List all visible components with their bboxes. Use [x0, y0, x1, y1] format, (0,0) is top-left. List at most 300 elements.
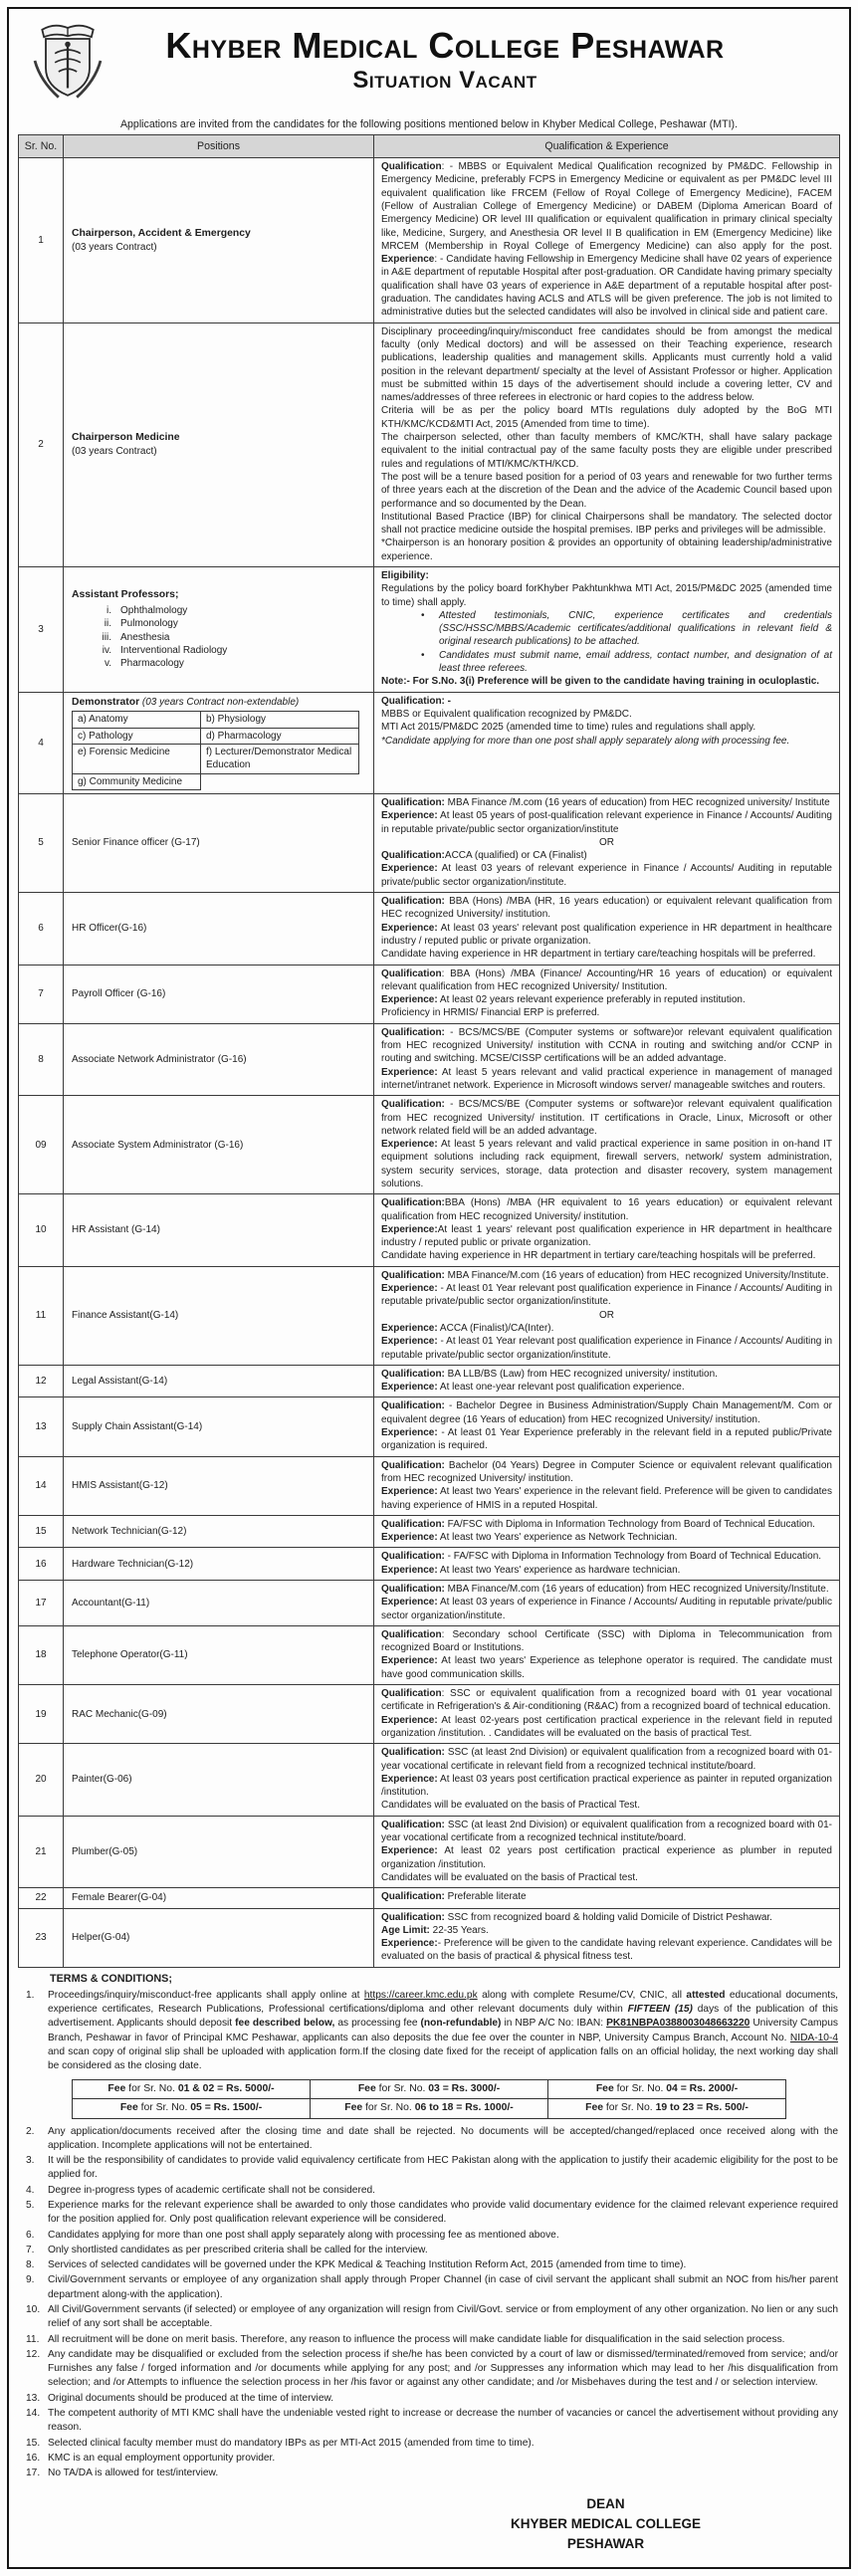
- text-run: Criteria will be as per the policy board MTIs regulations duly adopted by the BoG MTI KTH/KMC/KCD&MTI Act, 2015 (Amended from time to time).: [381, 405, 832, 430]
- text-run: University Campus Branch, Peshawar in favor of Principal KMC Peshawar, applicants can also deposits the due fee over the counter in NBP, University Campus Branch, Account No.: [48, 2018, 838, 2043]
- position-cell: [64, 1456, 374, 1515]
- text-run: Disciplinary proceeding/inquiry/misconduct free candidates should be from amongst the medical faculty (only Medical doctors) and will be assessed on their Teaching experience, research publications, leadership qualities and management skills. Applicants must currently hold a valid position in the relevant department/ specialty at the level of Assistant Professor or higher. Application must be submitted within 15 days of the advertisement should include a covering letter, CV and names/addresses of three referees in electronic or hard copies to the address below.: [381, 325, 832, 404]
- term-text: Selected clinical faculty member must do mandatory IBPs as per MTI-Act 2015 (amended from time to time).: [48, 2437, 535, 2449]
- fee-cell: [311, 2079, 548, 2099]
- text-run: BA LLB/BS (Law) from HEC recognized university/ institution.: [444, 1368, 718, 1380]
- position-cell: [64, 1365, 374, 1397]
- text-run: Preferable literate: [444, 1891, 527, 1903]
- footer-signature: [511, 2494, 701, 2553]
- term-number: 3.: [26, 2155, 35, 2167]
- text-run: Experience:: [381, 1486, 438, 1498]
- sr-no-cell: 21: [19, 1816, 64, 1887]
- demonstrator-subject-cell: f) Lecturer/Demonstrator Medical Education: [201, 745, 359, 774]
- qualification-paragraph: [381, 609, 832, 649]
- table-row: [19, 1685, 840, 1744]
- sr-no-cell: 23: [19, 1908, 64, 1967]
- term-item: [18, 2199, 840, 2228]
- qualification-paragraph: [381, 1564, 832, 1577]
- intro-text: Applications are invited from the candidates for the following positions mentioned below in Khyber Medical College, Peshawar (MTI).: [119, 118, 739, 130]
- text-run: Experience:: [381, 922, 438, 934]
- term-item: [18, 2452, 840, 2466]
- position-title: Hardware Technician(G-12): [72, 1558, 194, 1570]
- college-crest-logo: [22, 17, 113, 105]
- position-cell: [64, 1908, 374, 1967]
- position-cell: [64, 692, 374, 793]
- sr-no-cell: 12: [19, 1365, 64, 1397]
- qualification-cell: [374, 1581, 840, 1626]
- text-run: Qualification:: [381, 1911, 445, 1923]
- fee-cell: [548, 2079, 786, 2099]
- text-run: for Sr. No.: [613, 2082, 667, 2094]
- position-title: Painter(G-06): [72, 1774, 132, 1786]
- text-run: BBA (Hons) /MBA (HR, 16 years education) or equivalent relevant qualification from HEC recognized University/ institution.: [381, 896, 832, 921]
- qualification-paragraph: [381, 1459, 832, 1486]
- text-run: Experience:: [381, 1283, 438, 1295]
- position-title: Legal Assistant(G-14): [72, 1375, 168, 1387]
- position-title: HR Officer(G-16): [72, 923, 147, 935]
- sr-no-cell: 3: [19, 566, 64, 692]
- qualification-cell: [374, 1685, 840, 1744]
- position-title: Payroll Officer (G-16): [72, 987, 166, 999]
- qualification-paragraph: [381, 1531, 832, 1544]
- qualification-paragraph: [381, 325, 832, 405]
- term-number: 2.: [26, 2125, 35, 2137]
- text-run: Qualification:: [381, 796, 445, 808]
- text-run: Fee: [344, 2102, 363, 2114]
- qualification-paragraph: [381, 1819, 832, 1845]
- sr-no-cell: 8: [19, 1023, 64, 1095]
- term-text: All recruitment will be done on merit basis. Therefore, any reason to influence the process will make candidate liable for disqualification in the said selection process.: [48, 2333, 785, 2345]
- qualification-paragraph: [381, 1890, 832, 1903]
- sr-no-cell: 5: [19, 793, 64, 892]
- text-run: - Preference will be given to the candidate having relevant experience. Candidates will be evaluated on the basis of practical & physical fitness test.: [381, 1938, 832, 1963]
- term-number: 13.: [26, 2392, 41, 2404]
- list-numeral: iii.: [102, 631, 111, 643]
- qualification-paragraph: [381, 849, 832, 862]
- sr-no-cell: 20: [19, 1744, 64, 1816]
- term-item: [18, 2273, 840, 2302]
- qualification-cell: [374, 1266, 840, 1365]
- text-run: Experience: [381, 254, 435, 266]
- qualification-paragraph: [381, 160, 832, 320]
- text-run: Experience:: [381, 863, 438, 875]
- table-row: [19, 1625, 840, 1684]
- text-run: in NBP A/C No: IBAN:: [501, 2018, 607, 2030]
- text-run: along with complete Resume/CV, CNIC, all: [477, 1989, 687, 2001]
- sr-no-cell: 2: [19, 322, 64, 566]
- column-header-sr-no: Sr. No.: [19, 135, 64, 158]
- position-cell: [64, 1548, 374, 1581]
- text-run: Qualification:: [381, 1891, 445, 1903]
- text-run: Candidates must submit name, email address, contact number, and designation of at least three referees.: [439, 649, 832, 675]
- qualification-cell: [374, 1456, 840, 1515]
- position-contract-note: (03 years Contract non-extendable): [139, 696, 300, 708]
- text-run: PK81NBPA0388003048663220: [606, 2018, 751, 2030]
- column-header-positions: Positions: [64, 135, 374, 158]
- position-cell: [64, 965, 374, 1023]
- text-run: Qualification:: [381, 1400, 445, 1412]
- text-run: Experience:: [381, 1322, 438, 1334]
- position-title: Associate Network Administrator (G-16): [72, 1053, 247, 1065]
- position-cell: [64, 1744, 374, 1816]
- qualification-paragraph: [381, 582, 832, 609]
- text-run: NIDA-10-4: [789, 2032, 838, 2043]
- signature-line-dean: DEAN: [586, 2496, 625, 2512]
- text-run: *Candidate applying for more than one post shall apply separately along with processing fee.: [381, 735, 790, 747]
- text-run: Qualification:: [381, 1747, 445, 1759]
- qualification-paragraph: [381, 1871, 832, 1884]
- text-run: Qualification:: [381, 1518, 445, 1530]
- table-row: [19, 1096, 840, 1194]
- qualification-paragraph: [381, 1628, 832, 1655]
- fee-cell: [548, 2099, 786, 2119]
- term-number: 10.: [26, 2304, 41, 2316]
- table-row: [19, 1908, 840, 1967]
- text-run: Qualification: [381, 1628, 442, 1640]
- text-run: Candidates will be evaluated on the basis of Practical Test.: [381, 1800, 640, 1812]
- text-run: Institutional Based Practice (IBP) for clinical Chairpersons shall be mandatory. The selected doctor shall not practice medicine outside the hospital premises. IBP perks and privileges will be admissible.: [381, 511, 832, 537]
- text-run: - Bachelor Degree in Business Administration/Supply Chain Management/M. Com or equivalent degree (16 Years of education) from HEC recognized University/ institution.: [381, 1400, 832, 1425]
- qualification-paragraph: [381, 511, 832, 537]
- text-run: : BBA (Hons) /MBA (Finance/ Accounting/HR 16 years of education) or equivalent relevant qualification from HEC recognized University/ Institution.: [381, 967, 832, 992]
- qualification-cell: [374, 322, 840, 566]
- qualification-cell: [374, 1397, 840, 1456]
- text-run: - At least 01 Year relevant post qualification experience in Finance / Accounts/ Auditing in reputable private/public sector organization/institute.: [381, 1283, 832, 1308]
- term-number: 16.: [26, 2452, 41, 2464]
- table-row: [19, 322, 840, 566]
- term-item: [18, 2407, 840, 2436]
- term-item: [18, 2303, 840, 2332]
- text-run: Experience:: [381, 1223, 438, 1235]
- text-run: Qualification:: [381, 1099, 445, 1111]
- text-run: Experience:: [381, 1773, 438, 1785]
- column-header-qualification: Qualification & Experience: [374, 135, 840, 158]
- text-run: Experience:: [381, 1938, 438, 1950]
- fee-cell: [73, 2079, 311, 2099]
- positions-table: [18, 134, 840, 1968]
- text-run: Qualification:: [381, 1819, 445, 1830]
- text-run: Experience:: [381, 1714, 438, 1726]
- table-row: [19, 1744, 840, 1816]
- text-run: Bachelor (04 Years) Degree in Computer Science or equivalent relevant qualification from HEC recognized University/ institution.: [381, 1459, 832, 1484]
- term-number: 9.: [26, 2274, 35, 2286]
- table-row: [19, 793, 840, 892]
- term-item: [18, 2467, 840, 2480]
- terms-heading: TERMS & CONDITIONS;: [50, 1972, 172, 1985]
- position-title: Demonstrator: [72, 696, 140, 708]
- term-item: [18, 2154, 840, 2183]
- signature-line-college: KHYBER MEDICAL COLLEGE: [510, 2515, 701, 2531]
- qualification-cell: [374, 1744, 840, 1816]
- qualification-cell: [374, 1548, 840, 1581]
- text-run: : - MBBS or Equivalent Medical Qualification recognized by PM&DC. Fellowship in Emergency Medicine, preferably FCPS in Emergency Medicine or equivalent as per PM&DC level III equivalent qualification like FRCEM (Fellow of Royal College of Emergency Medicine), FACEM (Fellow of Australian College of Emergency Medicine) or DABEM (Diploma American Board of Emergency Medicine) OR level III qualification or equivalent qualification in primary clinical specialty like, Medicine, Surgery, and Anesthesia OR level II B qualification in EM (Emergency Medicine) like MRCEM (Membership in Royal College of Emergency Medicine) can also apply for the post.: [381, 161, 832, 252]
- text-run: At least one-year relevant post qualification experience.: [437, 1382, 685, 1394]
- term-text: Experience marks for the relevant experience shall be awarded to only those candidates who provide valid documentary evidence for the claimed relevant experience required for the position applied for. Only post qualification relevant experience will be considered.: [48, 2200, 838, 2226]
- text-run: - BCS/MCS/BE (Computer systems or software)or relevant equivalent qualification from HEC recognized University/ institution. IT certifications in Oracle, Linux, Microsoft or other network related field will be an added advantage.: [381, 1099, 832, 1137]
- qualification-paragraph: [381, 675, 832, 688]
- text-run: ACCA (Finalist)/CA(Inter).: [437, 1322, 554, 1334]
- text-run: FIFTEEN (15): [627, 2004, 693, 2016]
- position-title: Telephone Operator(G-11): [72, 1649, 188, 1661]
- text-run: Experience:: [381, 1382, 438, 1394]
- position-cell: [64, 158, 374, 323]
- text-run: Experience:: [381, 994, 438, 1006]
- demonstrator-subject-cell: d) Pharmacology: [201, 728, 359, 744]
- qualification-paragraph: [381, 1269, 832, 1282]
- text-run: Proficiency in HRMIS/ Financial ERP is preferred.: [381, 1007, 600, 1019]
- specialty-list-item: iv. Interventional Radiology: [72, 644, 365, 657]
- qualification-paragraph: [381, 1596, 832, 1622]
- text-run: Age Limit:: [381, 1924, 430, 1936]
- sr-no-cell: 09: [19, 1096, 64, 1194]
- position-contract-note: (03 years Contract): [72, 446, 157, 458]
- text-run: At least two Years' experience as hardware technician.: [437, 1564, 681, 1576]
- text-run: Regulations by the policy board forKhyber Pakhtunkhwa MTI Act, 2015/PM&DC 2025 (amended time to time) shall apply.: [381, 583, 832, 608]
- qualification-paragraph: [381, 1518, 832, 1531]
- text-run: Experience:: [381, 1532, 438, 1544]
- text-run: Experience:: [381, 1597, 438, 1609]
- term-item: [18, 2437, 840, 2451]
- sr-no-cell: 22: [19, 1888, 64, 1908]
- position-cell: [64, 1397, 374, 1456]
- qualification-paragraph: [381, 1773, 832, 1800]
- term-text: It will be the responsibility of candidates to provide valid equivalency certificate from HEC Pakistan along with the application to justify their academic eligibility for the post to be applied for.: [48, 2155, 838, 2181]
- qualification-paragraph: [381, 836, 832, 849]
- term-item: [18, 2348, 840, 2391]
- sr-no-cell: 1: [19, 158, 64, 323]
- term-text: Services of selected candidates will be governed under the KPK Medical & Teaching Institution Reform Act, 2015 (amended from time to time).: [48, 2259, 687, 2271]
- text-run: Experience:: [381, 1139, 438, 1151]
- demonstrator-subject-cell: e) Forensic Medicine: [73, 745, 201, 774]
- term-item: [18, 2125, 840, 2154]
- specialty-list-item: v. Pharmacology: [72, 657, 365, 670]
- text-run: 19 to 23 = Rs. 500/-: [655, 2102, 749, 2114]
- position-title: Finance Assistant(G-14): [72, 1310, 179, 1322]
- qualification-paragraph: [381, 1196, 832, 1223]
- qualification-cell: [374, 1816, 840, 1887]
- term-text: Candidates applying for more than one post shall apply separately along with processing fee as mentioned above.: [48, 2229, 559, 2241]
- qualification-paragraph: [381, 1924, 832, 1937]
- position-title: Associate System Administrator (G-16): [72, 1139, 244, 1151]
- qualification-paragraph: [381, 1937, 832, 1964]
- text-run: Fee: [595, 2082, 614, 2094]
- text-run: At least 5 years relevant and valid practical experience in management of managed internet/intranet network. Experience in Microsoft windows server/ manageable switches and routers.: [381, 1066, 832, 1091]
- sr-no-cell: 19: [19, 1685, 64, 1744]
- position-cell: [64, 1625, 374, 1684]
- list-numeral: ii.: [104, 618, 111, 630]
- qualification-paragraph: [381, 922, 832, 949]
- qualification-paragraph: [381, 1368, 832, 1381]
- text-run: The post will be a tenure based position for a period of 03 years and renewable for two further terms of three years each at the discretion of the Dean and the advice of the Academic Council based upon performance and so documented by the Dean.: [381, 471, 832, 510]
- text-run: At least 1 years' relevant post qualification experience in HR department in healthcare industry / reputed public or private organization.: [381, 1223, 832, 1249]
- qualification-paragraph: [381, 1911, 832, 1924]
- text-run: Qualification:: [381, 896, 445, 908]
- text-run: Attested testimonials, CNIC, experience certificates and credentials (SSC/HSSC/MBBS/Academic certificates/additional qualifications in relevant field & original research publications) to be attached.: [439, 609, 832, 648]
- text-run: At least 02 years relevant experience preferably in reputed institution.: [437, 994, 746, 1006]
- page-subtitle: Situation Vacant: [352, 66, 537, 94]
- table-row: [19, 1888, 840, 1908]
- qualification-paragraph: [381, 1335, 832, 1362]
- term-number: 14.: [26, 2407, 41, 2419]
- qualification-paragraph: [381, 967, 832, 994]
- text-run: Experience:: [381, 1564, 438, 1576]
- qualification-cell: [374, 1194, 840, 1266]
- fee-table-row: [73, 2079, 786, 2099]
- text-run: MBA Finance/M.com (16 years of education) from HEC recognized University/Institute.: [444, 1584, 829, 1595]
- sr-no-cell: 18: [19, 1625, 64, 1684]
- text-run: *Chairperson is an honorary position & provides an opportunity of obtaining leadership/administrative experience.: [381, 537, 832, 562]
- text-run: days of the publication of this advertisement. Applicants should deposit: [48, 2004, 839, 2030]
- table-row: [19, 566, 840, 692]
- table-row: [19, 1456, 840, 1515]
- text-run: At least 05 years of post-qualification relevant experience in Finance / Accounts/ Auditing in reputable private/public sector organization/institute: [381, 810, 832, 835]
- qualification-cell: [374, 692, 840, 793]
- qualification-paragraph: [381, 404, 832, 431]
- qualification-paragraph: [381, 735, 832, 748]
- demonstrator-subject-cell: [201, 773, 359, 789]
- text-run: Experience:: [381, 1845, 438, 1857]
- position-cell: [64, 1515, 374, 1548]
- qualification-paragraph: [381, 862, 832, 889]
- position-cell: [64, 566, 374, 692]
- table-row: [19, 1548, 840, 1581]
- text-run: OR: [599, 1309, 614, 1321]
- qualification-cell: [374, 1625, 840, 1684]
- text-run: : SSC or equivalent qualification from a recognized board with 01 year vocational certificate in Refrigeration's & Air-conditioning (R&AC) from a recognized board of technical education.: [381, 1688, 832, 1713]
- qualification-paragraph: [381, 993, 832, 1006]
- sr-no-cell: 13: [19, 1397, 64, 1456]
- position-title: Network Technician(G-12): [72, 1525, 187, 1537]
- qualification-paragraph: [381, 895, 832, 922]
- qualification-cell: [374, 965, 840, 1023]
- table-row: [19, 1816, 840, 1887]
- qualification-paragraph: [381, 569, 832, 582]
- qualification-paragraph: [381, 1799, 832, 1812]
- demonstrator-subjects-grid: [72, 711, 359, 789]
- text-run: 01 & 02 = Rs. 5000/-: [177, 2082, 275, 2094]
- position-title: Senior Finance officer (G-17): [72, 837, 200, 849]
- qualification-paragraph: [381, 537, 832, 563]
- qualification-paragraph: [381, 1426, 832, 1453]
- text-run: Candidate having experience in HR department in tertiary care/teaching hospitals will be preferred.: [381, 949, 816, 961]
- demonstrator-subject-cell: a) Anatomy: [73, 712, 201, 728]
- text-run: (non-refundable): [420, 2018, 502, 2030]
- table-row: [19, 1581, 840, 1626]
- qualification-paragraph: [381, 809, 832, 836]
- term-text: [48, 1989, 840, 2074]
- position-contract-note: (03 years Contract): [72, 241, 157, 253]
- demonstrator-subject-cell: b) Physiology: [201, 712, 359, 728]
- qualification-paragraph: [381, 649, 832, 676]
- position-title: RAC Mechanic(G-09): [72, 1708, 167, 1720]
- term-number: 4.: [26, 2184, 35, 2196]
- position-cell: [64, 322, 374, 566]
- list-numeral: i.: [107, 604, 111, 616]
- text-run: 06 to 18 = Rs. 1000/-: [414, 2102, 514, 2114]
- qualification-cell: [374, 1023, 840, 1095]
- signature-line-city: PESHAWAR: [566, 2535, 645, 2551]
- text-run: - FA/FSC with Diploma in Information Technology from Board of Technical Education.: [444, 1551, 822, 1563]
- term-number: 17.: [26, 2468, 41, 2479]
- term-text: No TA/DA is allowed for test/interview.: [48, 2468, 219, 2479]
- qualification-paragraph: [381, 796, 832, 809]
- text-run: Qualification: -: [381, 695, 451, 707]
- qualification-paragraph: [381, 1485, 832, 1512]
- term-number: 11.: [26, 2333, 40, 2345]
- text-run: Qualification:: [381, 1269, 445, 1281]
- text-run: for Sr. No.: [125, 2082, 178, 2094]
- terms-section: [18, 1972, 840, 2481]
- term-text: All Civil/Government servants (if selected) or employee of any organization will resign from Civil/Govt. service or from employment of any other organization. No lien or any such relief of any sort shall be acceptable.: [48, 2304, 838, 2330]
- sr-no-cell: 17: [19, 1581, 64, 1626]
- text-run: At least 02 years post certification practical experience as plumber in reputed organization /institution.: [381, 1845, 832, 1870]
- text-run: Qualification: [381, 967, 442, 979]
- position-cell: [64, 1266, 374, 1365]
- qualification-cell: [374, 1515, 840, 1548]
- qualification-paragraph: [381, 695, 832, 708]
- text-run: Fee: [357, 2082, 376, 2094]
- sr-no-cell: 16: [19, 1548, 64, 1581]
- qualification-paragraph: [381, 1322, 832, 1335]
- career-portal-link[interactable]: https://career.kmc.edu.pk: [363, 1989, 478, 2001]
- table-row: [19, 1365, 840, 1397]
- term-item: [18, 2229, 840, 2243]
- text-run: At least two Years' experience in the relevant field. Preference will be given to candidates having experience of HMIS in a reputed Hospital.: [381, 1486, 832, 1511]
- term-item: [18, 2244, 840, 2257]
- text-run: as processing fee: [334, 2018, 421, 2030]
- term-text: Degree in-progress types of academic certificate shall not be considered.: [48, 2184, 375, 2196]
- text-run: MBBS or Equivalent qualification recognized by PM&DC.: [381, 708, 632, 720]
- position-title: Assistant Professors;: [72, 589, 179, 601]
- text-run: Experience:: [381, 810, 438, 822]
- qualification-paragraph: [381, 1309, 832, 1322]
- term-number: 12.: [26, 2348, 41, 2360]
- text-run: Qualification:: [381, 1551, 445, 1563]
- fee-cell: [311, 2099, 548, 2119]
- text-run: Qualification:: [381, 850, 445, 862]
- position-title: Supply Chain Assistant(G-14): [72, 1420, 203, 1432]
- text-run: Experience:: [381, 1066, 438, 1078]
- qualification-paragraph: [381, 1381, 832, 1394]
- text-run: At least 03 years post certification practical experience as painter in reputed organization /institution.: [381, 1773, 832, 1799]
- table-row: [19, 1515, 840, 1548]
- text-run: At least 03 years of relevant experience in Finance / Accounts/ Auditing in reputable private/public sector organization/institute.: [381, 863, 832, 888]
- position-cell: [64, 1581, 374, 1626]
- text-run: 05 = Rs. 1500/-: [190, 2102, 263, 2114]
- text-run: ACCA (qualified) or CA (Finalist): [444, 850, 587, 862]
- table-row: [19, 1266, 840, 1365]
- position-title: Accountant(G-11): [72, 1597, 150, 1609]
- header-titles: [113, 27, 836, 95]
- sr-no-cell: 14: [19, 1456, 64, 1515]
- text-run: attested: [686, 1989, 726, 2001]
- table-row: [19, 158, 840, 323]
- header: [18, 15, 840, 105]
- text-run: Experience:: [381, 1655, 438, 1667]
- position-cell: [64, 1888, 374, 1908]
- position-title: Plumber(G-05): [72, 1845, 138, 1857]
- position-cell: [64, 1816, 374, 1887]
- text-run: Fee: [107, 2082, 126, 2094]
- term-text: Any candidate may be disqualified or excluded from the selection process if she/he has been convicted by a court of law or dismissed/terminated/removed from service; and/or Furnishes any false / forged information and /or documents while applying for any post; and /or Suppresses any information which may lead to her /his disqualification from selection; and /or Attempts to influence the selection process in her /his favor or against any other candidate; and /or Misbehaves during the test and / or selection interview.: [48, 2348, 838, 2389]
- qualification-paragraph: [381, 1138, 832, 1190]
- qualification-cell: [374, 158, 840, 323]
- qualification-paragraph: [381, 721, 832, 734]
- qualification-paragraph: [381, 1399, 832, 1426]
- position-title: Chairperson Medicine: [72, 432, 180, 444]
- table-row: [19, 1023, 840, 1095]
- table-row: [19, 1397, 840, 1456]
